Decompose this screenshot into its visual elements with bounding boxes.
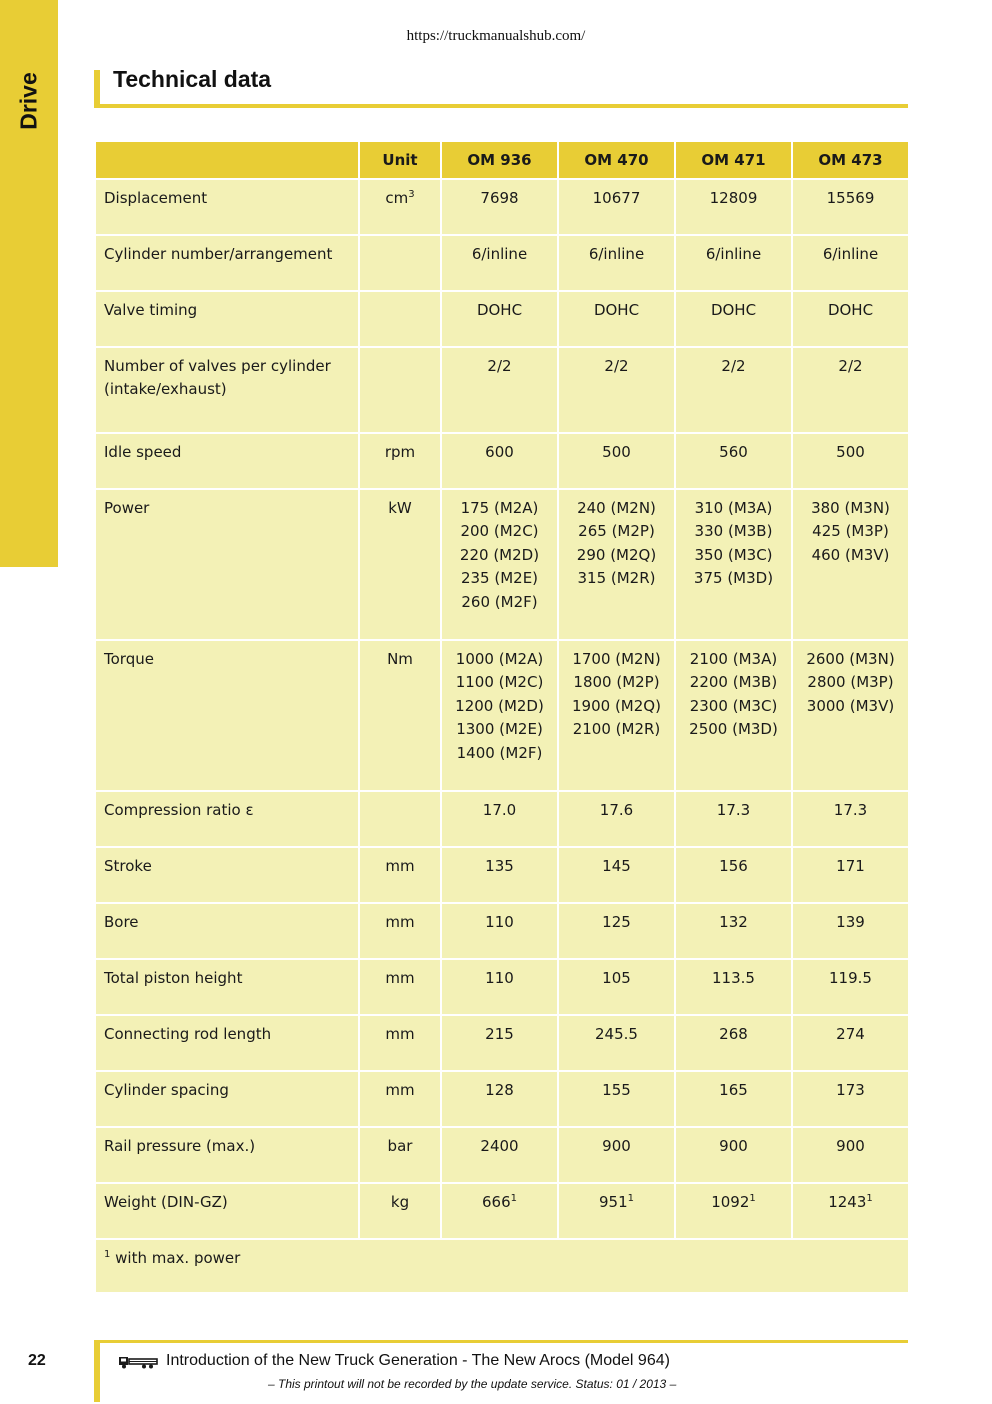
value-text: 135: [485, 857, 514, 875]
value-cell-om470: [558, 1183, 675, 1239]
table-row: [95, 291, 909, 347]
unit-cell: [359, 347, 441, 433]
page-number: 22: [28, 1352, 46, 1369]
value-line: 425 (M3P): [812, 522, 889, 541]
footer-rule: [94, 1340, 908, 1343]
param-cell: Power: [95, 489, 359, 640]
value-superscript: 1: [627, 1193, 634, 1204]
value-cell-om473: [792, 489, 909, 640]
value-cell-om936: [441, 433, 558, 489]
unit-cell: [359, 489, 441, 640]
page-title: Technical data: [113, 66, 272, 92]
value-cell-om470: [558, 347, 675, 433]
unit-cell: [359, 640, 441, 791]
value-line: 240 (M2N): [577, 499, 656, 517]
value-text: 128: [485, 1081, 514, 1099]
unit-text: mm: [385, 1025, 415, 1043]
value-text: 125: [602, 913, 631, 931]
value-superscript: 1: [749, 1193, 756, 1204]
param-cell: Idle speed: [95, 433, 359, 489]
param-cell: Cylinder number/arrangement: [95, 235, 359, 291]
value-cell-om936: [441, 1183, 558, 1239]
value-text: 2/2: [604, 357, 629, 375]
title-rule: [94, 104, 908, 108]
value-text: 666: [481, 1193, 511, 1211]
value-cell-om936: [441, 903, 558, 959]
value-text: 145: [602, 857, 631, 875]
value-text: 173: [836, 1081, 865, 1099]
unit-text: mm: [385, 857, 415, 875]
unit-text: mm: [385, 1081, 415, 1099]
unit-text: Nm: [387, 650, 413, 668]
value-text: 215: [485, 1025, 514, 1043]
value-text: 6/inline: [471, 245, 528, 263]
param-cell: Torque: [95, 640, 359, 791]
unit-text: kW: [388, 499, 412, 517]
value-cell-om470: [558, 959, 675, 1015]
unit-cell: [359, 847, 441, 903]
value-line: 1900 (M2Q): [572, 696, 661, 715]
value-line: 265 (M2P): [578, 522, 655, 541]
value-line: 1200 (M2D): [455, 696, 544, 715]
value-line: 3000 (M3V): [806, 696, 895, 715]
value-cell-om471: [675, 847, 792, 903]
table-header-row: [95, 141, 909, 179]
value-line: 1300 (M2E): [456, 720, 543, 739]
value-cell-om936: [441, 291, 558, 347]
unit-cell: [359, 903, 441, 959]
value-superscript: 1: [510, 1193, 517, 1204]
unit-cell: [359, 959, 441, 1015]
value-cell-om471: [675, 179, 792, 235]
footer-title: Introduction of the New Truck Generation - The New Arocs (Model 964): [166, 1352, 670, 1369]
value-line: 350 (M3C): [694, 545, 773, 564]
technical-data-table: [94, 140, 910, 1294]
value-line: 200 (M2C): [460, 522, 539, 541]
param-cell: Total piston height: [95, 959, 359, 1015]
footer-accent-bar: [94, 1340, 100, 1402]
table-row: [95, 1183, 909, 1239]
value-cell-om473: [792, 1127, 909, 1183]
value-line: 1700 (M2N): [572, 650, 661, 668]
unit-cell: [359, 433, 441, 489]
value-cell-om473: [792, 347, 909, 433]
value-cell-om473: [792, 959, 909, 1015]
unit-text: cm: [385, 189, 409, 207]
value-superscript: 1: [866, 1193, 873, 1204]
value-text: 268: [719, 1025, 748, 1043]
value-text: 17.3: [833, 801, 868, 819]
value-text: 900: [602, 1137, 631, 1155]
footnote-cell: [95, 1239, 909, 1293]
value-line: 1400 (M2F): [456, 743, 543, 762]
footnote-marker: 1: [104, 1249, 111, 1260]
value-line: 260 (M2F): [461, 592, 538, 611]
value-line: 2500 (M3D): [689, 720, 778, 739]
value-cell-om470: [558, 1015, 675, 1071]
value-text: 113.5: [712, 969, 755, 987]
value-cell-om470: [558, 903, 675, 959]
header-cell-om470: OM 470: [558, 141, 675, 179]
footnote-row: [95, 1239, 909, 1293]
value-text: 500: [836, 443, 865, 461]
unit-cell: [359, 291, 441, 347]
value-cell-om473: [792, 1071, 909, 1127]
header-cell-om936: OM 936: [441, 141, 558, 179]
value-cell-om473: [792, 1015, 909, 1071]
value-cell-om936: [441, 791, 558, 847]
value-line: 2600 (M3N): [806, 650, 895, 668]
unit-text: mm: [385, 913, 415, 931]
value-line: 290 (M2Q): [576, 545, 657, 564]
table-row: [95, 433, 909, 489]
param-cell: Weight (DIN-GZ): [95, 1183, 359, 1239]
value-cell-om471: [675, 1183, 792, 1239]
value-line: 315 (M2R): [577, 569, 656, 588]
unit-cell: [359, 791, 441, 847]
value-line: 460 (M3V): [811, 545, 890, 564]
value-cell-om471: [675, 791, 792, 847]
value-cell-om473: [792, 179, 909, 235]
table-row: [95, 903, 909, 959]
value-text: 17.3: [716, 801, 751, 819]
unit-text: kg: [390, 1193, 410, 1211]
param-cell: Cylinder spacing: [95, 1071, 359, 1127]
table-row: [95, 1015, 909, 1071]
value-cell-om470: [558, 291, 675, 347]
value-text: 110: [485, 969, 514, 987]
table-row: [95, 1071, 909, 1127]
header-cell-om471: OM 471: [675, 141, 792, 179]
value-cell-om473: [792, 235, 909, 291]
unit-cell: [359, 235, 441, 291]
value-text: 171: [836, 857, 865, 875]
value-line: 375 (M3D): [693, 569, 774, 588]
section-label: Drive: [15, 72, 42, 130]
unit-superscript: 3: [408, 189, 415, 200]
value-cell-om470: [558, 179, 675, 235]
footnote-text: with max. power: [115, 1249, 241, 1267]
table-row: [95, 1127, 909, 1183]
value-text: 900: [836, 1137, 865, 1155]
header-cell-om473: OM 473: [792, 141, 909, 179]
site-url: https://truckmanualshub.com/: [406, 28, 586, 44]
section-side-tab: [0, 0, 58, 567]
value-text: 10677: [592, 189, 641, 207]
value-cell-om936: [441, 235, 558, 291]
value-cell-om470: [558, 433, 675, 489]
value-cell-om470: [558, 847, 675, 903]
value-text: 7698: [480, 189, 519, 207]
value-text: 600: [485, 443, 514, 461]
unit-text: bar: [387, 1137, 413, 1155]
table-row: [95, 847, 909, 903]
value-cell-om473: [792, 433, 909, 489]
unit-text: rpm: [384, 443, 416, 461]
param-cell: Stroke: [95, 847, 359, 903]
unit-cell: [359, 1015, 441, 1071]
unit-cell: [359, 179, 441, 235]
value-line: 2100 (M2R): [572, 720, 661, 739]
value-cell-om471: [675, 1071, 792, 1127]
value-cell-om936: [441, 640, 558, 791]
value-cell-om471: [675, 959, 792, 1015]
param-cell: Number of valves per cylinder (intake/exhaust): [95, 347, 359, 433]
value-text: 119.5: [829, 969, 872, 987]
value-cell-om473: [792, 791, 909, 847]
value-line: 330 (M3B): [694, 522, 773, 541]
value-text: DOHC: [593, 301, 640, 319]
unit-cell: [359, 1183, 441, 1239]
value-text: 245.5: [595, 1025, 638, 1043]
value-cell-om471: [675, 433, 792, 489]
value-line: 235 (M2E): [460, 569, 539, 588]
value-text: 6/inline: [822, 245, 879, 263]
table-row: [95, 235, 909, 291]
table-row: [95, 791, 909, 847]
value-text: 2/2: [487, 357, 512, 375]
value-cell-om471: [675, 291, 792, 347]
value-text: 139: [836, 913, 865, 931]
value-cell-om473: [792, 640, 909, 791]
value-cell-om936: [441, 1071, 558, 1127]
param-cell: Displacement: [95, 179, 359, 235]
value-line: 2300 (M3C): [689, 696, 778, 715]
value-text: 6/inline: [705, 245, 762, 263]
value-cell-om470: [558, 235, 675, 291]
unit-cell: [359, 1071, 441, 1127]
value-cell-om470: [558, 791, 675, 847]
value-text: 156: [719, 857, 748, 875]
value-text: 1243: [828, 1193, 867, 1211]
unit-text: mm: [385, 969, 415, 987]
value-line: 380 (M3N): [811, 499, 890, 517]
value-cell-om471: [675, 1015, 792, 1071]
value-cell-om471: [675, 347, 792, 433]
value-cell-om471: [675, 235, 792, 291]
value-text: 17.0: [482, 801, 517, 819]
value-cell-om936: [441, 179, 558, 235]
value-cell-om473: [792, 1183, 909, 1239]
value-text: 165: [719, 1081, 748, 1099]
value-cell-om470: [558, 1071, 675, 1127]
value-line: 1000 (M2A): [455, 650, 544, 668]
value-line: 220 (M2D): [459, 545, 540, 564]
header-cell-param: [95, 141, 359, 179]
value-text: 110: [485, 913, 514, 931]
param-cell: Compression ratio ε: [95, 791, 359, 847]
table-row: [95, 640, 909, 791]
value-line: 2100 (M3A): [689, 650, 778, 668]
value-cell-om471: [675, 903, 792, 959]
table-row: [95, 179, 909, 235]
value-line: 1100 (M2C): [455, 673, 544, 692]
value-text: 17.6: [599, 801, 634, 819]
truck-icon: [118, 1355, 158, 1369]
value-text: 2400: [480, 1137, 519, 1155]
value-text: DOHC: [476, 301, 523, 319]
param-cell: Rail pressure (max.): [95, 1127, 359, 1183]
value-text: 12809: [709, 189, 758, 207]
value-line: 2200 (M3B): [689, 673, 778, 692]
value-cell-om936: [441, 1015, 558, 1071]
value-text: 155: [602, 1081, 631, 1099]
param-cell: Connecting rod length: [95, 1015, 359, 1071]
title-accent-bar: [94, 70, 100, 108]
value-text: DOHC: [710, 301, 757, 319]
value-text: 274: [836, 1025, 865, 1043]
value-text: 1092: [711, 1193, 750, 1211]
value-line: 175 (M2A): [460, 499, 539, 517]
value-text: 6/inline: [588, 245, 645, 263]
value-text: 560: [719, 443, 748, 461]
value-cell-om936: [441, 847, 558, 903]
param-cell: Valve timing: [95, 291, 359, 347]
value-cell-om471: [675, 640, 792, 791]
value-cell-om471: [675, 1127, 792, 1183]
header-cell-unit: Unit: [359, 141, 441, 179]
value-cell-om471: [675, 489, 792, 640]
value-text: 105: [602, 969, 631, 987]
value-cell-om936: [441, 489, 558, 640]
value-cell-om936: [441, 1127, 558, 1183]
table-row: [95, 959, 909, 1015]
value-cell-om473: [792, 903, 909, 959]
table-row: [95, 347, 909, 433]
value-text: 500: [602, 443, 631, 461]
unit-cell: [359, 1127, 441, 1183]
value-cell-om936: [441, 347, 558, 433]
value-text: 132: [719, 913, 748, 931]
value-cell-om473: [792, 291, 909, 347]
value-text: 951: [598, 1193, 628, 1211]
table-row: [95, 489, 909, 640]
value-line: 2800 (M3P): [807, 673, 894, 692]
value-cell-om470: [558, 489, 675, 640]
value-cell-om470: [558, 1127, 675, 1183]
value-text: 900: [719, 1137, 748, 1155]
param-cell: Bore: [95, 903, 359, 959]
value-text: 2/2: [721, 357, 746, 375]
value-cell-om470: [558, 640, 675, 791]
value-line: 310 (M3A): [694, 499, 773, 517]
value-line: 1800 (M2P): [573, 673, 660, 692]
footer-note: – This printout will not be recorded by the update service. Status: 01 / 2013 –: [268, 1377, 677, 1391]
value-cell-om473: [792, 847, 909, 903]
value-text: 15569: [826, 189, 875, 207]
value-cell-om936: [441, 959, 558, 1015]
value-text: DOHC: [827, 301, 874, 319]
value-text: 2/2: [838, 357, 863, 375]
